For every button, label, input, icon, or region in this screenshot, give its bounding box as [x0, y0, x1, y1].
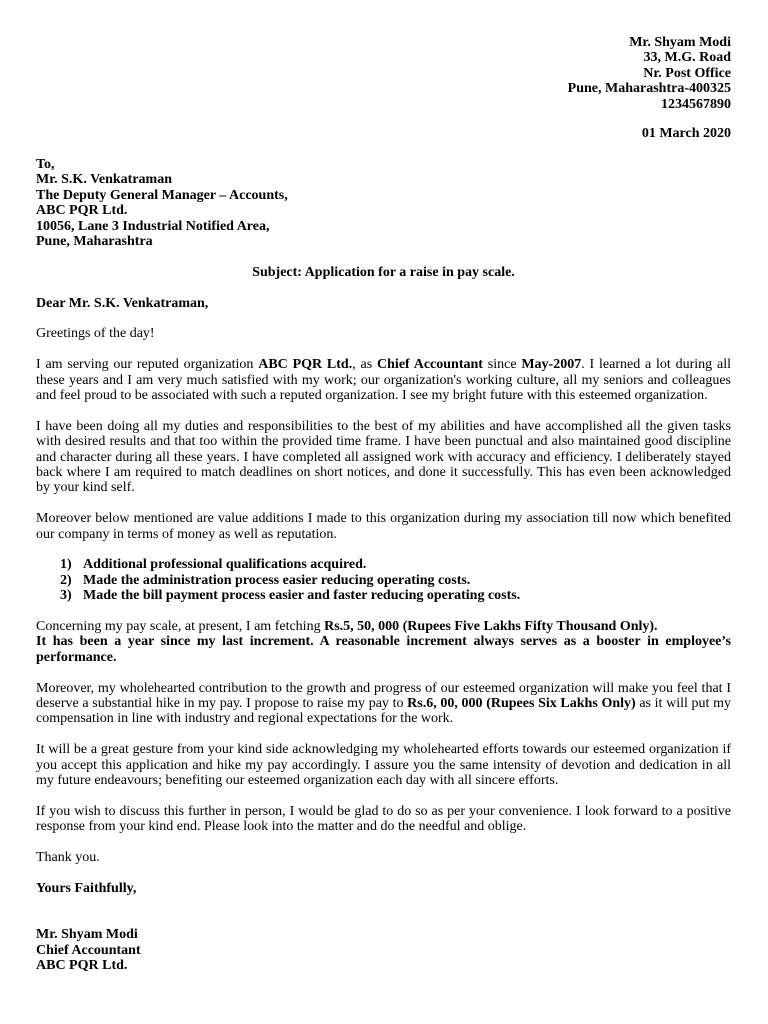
letter-date: 01 March 2020: [641, 126, 731, 141]
recipient-title: The Deputy General Manager – Accounts,: [36, 187, 288, 203]
list-item-text: Made the administration process easier reducing operating costs.: [83, 572, 471, 588]
paragraph-1-text: , as: [352, 357, 378, 373]
list-item-text: Made the bill payment process easier and faster reducing operating costs.: [83, 588, 521, 604]
sender-address-line-1: 33, M.G. Road: [643, 50, 731, 66]
signature-name: Mr. Shyam Modi: [36, 927, 138, 943]
sender-name: Mr. Shyam Modi: [629, 35, 731, 50]
organization-name: ABC PQR Ltd.: [258, 357, 353, 373]
list-item: [36, 588, 731, 603]
current-pay-line: [36, 619, 731, 634]
signature-company: ABC PQR Ltd.: [36, 957, 128, 973]
closing: Yours Faithfully,: [36, 880, 137, 896]
paragraph-7: If you wish to discuss this further in person, I would be glad to do so as per your convenience. I look forward to a positive response from your kind end. Please look into the matter and do the needful and oblige.: [36, 803, 731, 835]
value-additions-list: [36, 557, 731, 603]
greeting: Greetings of the day!: [36, 326, 155, 342]
paragraph-1-text: since: [482, 357, 522, 373]
join-date: May-2007: [521, 357, 582, 373]
list-item: [36, 557, 731, 572]
recipient-address-line-1: 10056, Lane 3 Industrial Notified Area,: [36, 218, 270, 234]
signature-block: [36, 927, 731, 973]
paragraph-5-text: as it will put my compensation in line with industry and regional expectations for the work.: [36, 696, 731, 727]
paragraph-5: [36, 681, 731, 727]
list-item: [36, 573, 731, 588]
signature-title: Chief Accountant: [36, 942, 141, 958]
paragraph-1-text: I am serving our reputed organization: [36, 357, 259, 373]
paragraph-6: It will be a great gesture from your kind side acknowledging my wholehearted efforts towards our esteemed organization if you accept this application and hike my pay accordingly. I assure you the same intensity of devotion and dedication in all my future endeavours; benefiting our esteemed organization each day with all sincere efforts.: [36, 742, 731, 789]
job-role: Chief Accountant: [377, 357, 483, 373]
paragraph-1-text: . I learned a lot during all these years and I am very much satisfied with my work; our organization's working culture, all my seniors and colleagues and feel proud to be associated with such a reputed organization. I see my bright future with this esteemed organization.: [36, 357, 731, 404]
subject-line: Subject: Application for a raise in pay scale.: [252, 264, 515, 280]
increment-statement: It has been a year since my last increment. A reasonable increment always serves as a booster in employee’s performance.: [36, 634, 731, 665]
proposed-pay-amount: Rs.6, 00, 000 (Rupees Six Lakhs Only): [407, 696, 636, 712]
sender-address-line-3: Pune, Maharashtra-400325: [567, 81, 731, 97]
paragraph-4-text: Concerning my pay scale, at present, I am fetching: [36, 619, 325, 635]
thank-you: Thank you.: [36, 850, 100, 866]
list-item-number: 3): [60, 588, 72, 604]
recipient-company: ABC PQR Ltd.: [36, 203, 128, 219]
paragraph-1: [36, 357, 731, 403]
paragraph-4: [36, 619, 731, 665]
letter-body: [36, 157, 731, 973]
paragraph-3: Moreover below mentioned are value additions I made to this organization during my association till now which benefited our company in terms of money as well as reputation.: [36, 511, 731, 542]
sender-address-line-2: Nr. Post Office: [643, 65, 731, 81]
list-item-number: 1): [60, 557, 72, 573]
list-item-number: 2): [60, 572, 72, 588]
list-item-text: Additional professional qualifications acquired.: [83, 557, 367, 573]
sender-phone: 1234567890: [661, 96, 731, 112]
recipient-name: Mr. S.K. Venkatraman: [36, 172, 173, 188]
salutation: Dear Mr. S.K. Venkatraman,: [36, 295, 209, 311]
current-pay-amount: Rs.5, 50, 000 (Rupees Five Lakhs Fifty Thousand Only).: [324, 619, 658, 635]
recipient-to: To,: [36, 157, 55, 172]
paragraph-2: I have been doing all my duties and responsibilities to the best of my abilities and have accomplished all the given tasks with desired results and that too within the provided time frame. I have been punctual and also maintained good discipline and character during all these years. I have completed all assigned work with accuracy and efficiency. I deliberately stayed back where I am required to match deadlines on short notices, and done it successfully. This has even been acknowledged by your kind self.: [36, 418, 731, 496]
sender-address: [568, 35, 731, 112]
paragraph-5-text: Moreover, my wholehearted contribution to the growth and progress of our esteemed organization will make you feel that I deserve a substantial hike in my pay. I propose to raise my pay to: [36, 680, 731, 712]
recipient-address: [36, 157, 731, 249]
recipient-address-line-2: Pune, Maharashtra: [36, 234, 153, 250]
